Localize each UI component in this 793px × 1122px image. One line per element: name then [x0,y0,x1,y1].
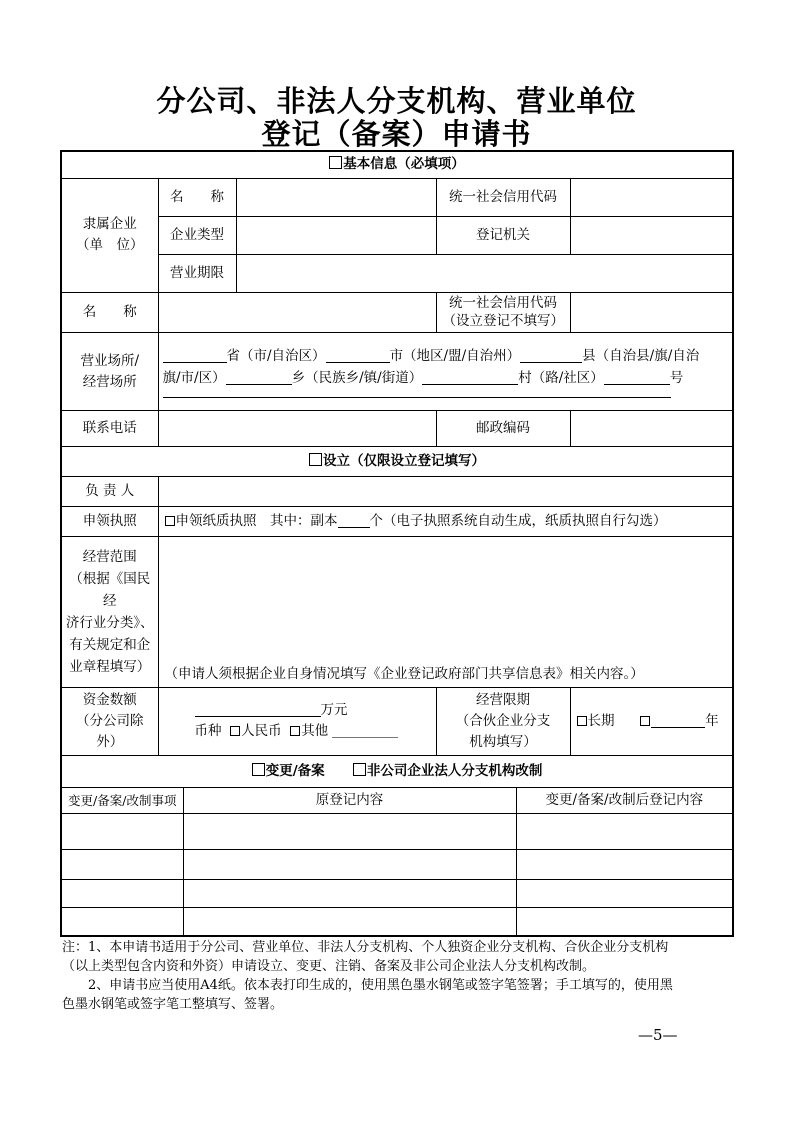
application-form-table [60,150,734,937]
enterprise-type-field[interactable] [236,216,436,254]
copies-count-field[interactable] [338,512,370,528]
table-row [61,880,733,908]
form-title-line-1: 分公司、非法人分支机构、营业单位 [156,84,637,118]
branch-name-label: 名 称 [61,292,158,332]
registration-authority-field[interactable] [570,216,733,254]
branch-credit-code-field[interactable] [570,292,733,332]
change-col-new: 变更/备案/改制后登记内容 [516,788,733,814]
note-line: 注：1、本申请书适用于分公司、营业单位、非法人分支机构、个人独资企业分支机构、合伙企业分支机构 [62,940,669,955]
business-period-label: 营业期限 [158,254,236,292]
capital-field: 万元 币种 人民币 其他 [158,687,436,755]
business-scope-field[interactable] [158,537,733,687]
table-row [61,908,733,936]
premises-address-field[interactable]: 省（市/自治区） 市（地区/盟/自治州） 县（自治县/旗/自治 旗/市/区） 乡（民族乡/镇/街道） 村（路/社区） 号 [158,332,733,410]
registration-authority-label: 登记机关 [436,216,570,254]
table-row [61,850,733,880]
checkbox-change-filing[interactable] [252,763,265,776]
note-line: 2、申请书应当使用A4纸。依本表打印生成的，使用黑色墨水钢笔或签字笔签署；手工填写的，使用黑 [62,978,673,993]
new-content-cell[interactable] [516,908,733,936]
checkbox-term-years[interactable] [640,716,650,726]
premises-label: 营业场所/ 经营场所 [61,332,158,410]
branch-name-field[interactable] [158,292,436,332]
business-term-field: 长期 年 [570,687,733,755]
form-notes [62,938,734,1014]
parent-credit-code-label: 统一社会信用代码 [436,178,570,216]
checkbox-other-currency[interactable] [290,726,300,736]
capital-amount-field[interactable] [195,701,321,717]
change-item-cell[interactable] [61,850,183,880]
note-line: （以上类型包含内资和外资）申请设立、变更、注销、备案及非公司企业法人分支机构改制。 [62,959,596,974]
form-title-line-2: 登记（备案）申请书 [261,117,532,151]
license-field: 申领纸质执照 其中：副本 个（电子执照系统自动生成，纸质执照自行勾选） [158,507,733,537]
phone-label: 联系电话 [61,411,158,447]
checkbox-setup[interactable] [309,453,322,466]
page-number: —5— [638,1026,678,1044]
other-currency-field[interactable] [332,722,398,738]
original-content-cell[interactable] [183,880,516,908]
parent-name-field[interactable] [236,178,436,216]
note-line: 色墨水钢笔或签字笔工整填写、签署。 [62,997,284,1012]
change-col-item: 变更/备案/改制事项 [61,788,183,814]
business-scope-note: （申请人须根据企业自身情况填写《企业登记政府部门共享信息表》相关内容。） [164,665,644,682]
section-basic-info: 基本信息（必填项） [61,151,733,178]
manager-field[interactable] [158,477,733,507]
term-years-field[interactable] [651,712,705,728]
section-setup: 设立（仅限设立登记填写） [61,447,733,477]
enterprise-type-label: 企业类型 [158,216,236,254]
business-scope-label: 经营范围 （根据《国民经 济行业分类》、 有关规定和企 业章程填写） [61,537,158,687]
change-item-cell[interactable] [61,880,183,908]
table-row [61,814,733,850]
postal-code-field[interactable] [570,411,733,447]
new-content-cell[interactable] [516,850,733,880]
change-item-cell[interactable] [61,814,183,850]
checkbox-basic-info[interactable] [329,156,342,169]
postal-code-label: 邮政编码 [436,411,570,447]
original-content-cell[interactable] [183,908,516,936]
license-label: 申领执照 [61,507,158,537]
phone-field[interactable] [158,411,436,447]
original-content-cell[interactable] [183,814,516,850]
new-content-cell[interactable] [516,814,733,850]
checkbox-restructure[interactable] [353,763,366,776]
business-term-label: 经营限期 （合伙企业分支 机构填写） [436,687,570,755]
change-col-original: 原登记内容 [183,788,516,814]
original-content-cell[interactable] [183,850,516,880]
change-item-cell[interactable] [61,908,183,936]
new-content-cell[interactable] [516,880,733,908]
checkbox-rmb[interactable] [230,726,240,736]
parent-credit-code-field[interactable] [570,178,733,216]
branch-credit-code-label: 统一社会信用代码 （设立登记不填写） [436,292,570,332]
parent-name-label: 名 称 [158,178,236,216]
business-period-field[interactable] [236,254,733,292]
checkbox-long-term[interactable] [577,716,587,726]
manager-label: 负 责 人 [61,477,158,507]
capital-label: 资金数额 （分公司除外） [61,687,158,755]
section-change: 变更/备案 非公司企业法人分支机构改制 [61,755,733,787]
checkbox-paper-license[interactable] [165,516,175,526]
parent-enterprise-label: 隶属企业 （单 位） [61,178,158,292]
